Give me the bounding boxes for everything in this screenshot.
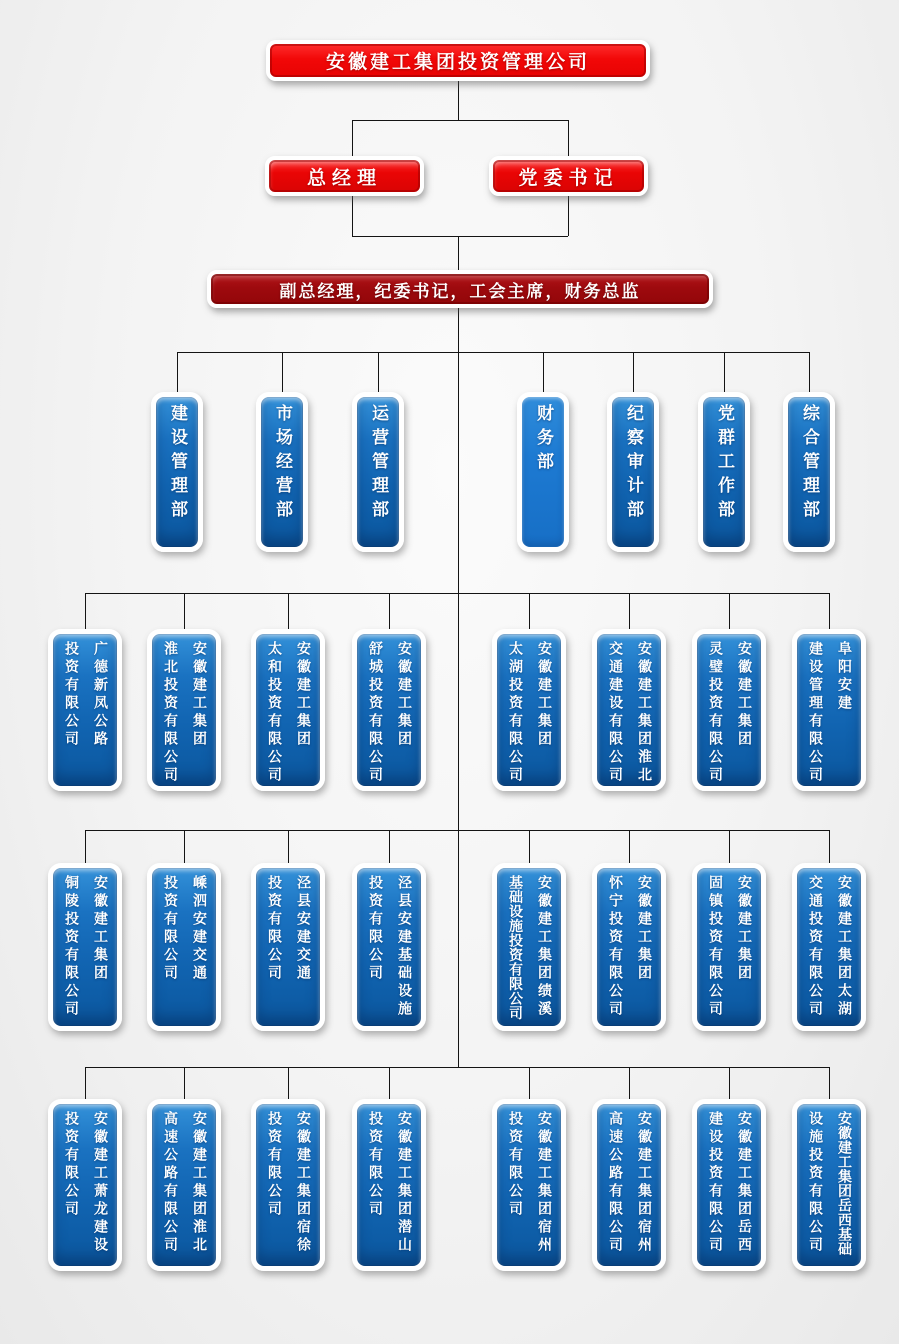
company-name-col: 安徽建工集团宿徐	[295, 1111, 311, 1255]
management-bar	[207, 270, 713, 308]
company-name-col: 安徽建工集团	[396, 641, 412, 749]
connector-line	[829, 593, 830, 631]
company-name-col: 安徽建工集团	[191, 641, 207, 749]
connector-line	[352, 120, 568, 121]
connector-line	[458, 306, 459, 1067]
connector-line	[85, 593, 86, 631]
company-name-col: 投资有限公司	[266, 1111, 282, 1219]
company-box	[352, 629, 426, 791]
dept-box-market-operations	[256, 392, 308, 552]
company-name-col: 太湖投资有限公司	[507, 641, 523, 785]
connector-line	[352, 236, 568, 237]
connector-line	[629, 830, 630, 865]
company-name-col: 安徽建工集团	[295, 641, 311, 749]
connector-line	[543, 352, 544, 394]
company-name-col: 泾县安建交通	[295, 875, 311, 983]
connector-line	[629, 1067, 630, 1101]
company-name-col: 固镇投资有限公司	[707, 875, 723, 1019]
connector-line	[177, 352, 809, 353]
connector-line	[729, 593, 730, 631]
company-name-col: 设施投资有限公司	[807, 1111, 823, 1255]
company-name-col: 灵璧投资有限公司	[707, 641, 723, 785]
connector-line	[629, 593, 630, 631]
dept-label: 市场经营部	[272, 404, 292, 524]
connector-line	[288, 1067, 289, 1101]
company-box	[692, 629, 766, 791]
connector-line	[282, 352, 283, 394]
company-name-col: 泾县安建基础设施	[396, 875, 412, 1019]
general-manager-label: 总经理	[306, 166, 382, 189]
company-box	[592, 1099, 666, 1271]
company-name-col: 阜阳安建	[836, 641, 852, 713]
company-name-col: 投资有限公司	[63, 641, 79, 749]
company-name-col: 安徽建工集团太湖	[836, 875, 852, 1019]
dept-label: 党群工作部	[714, 404, 734, 524]
connector-line	[729, 830, 730, 865]
company-name-col: 基础设施投资有限公司	[507, 875, 523, 1020]
dept-label: 建设管理部	[167, 404, 187, 524]
company-name-col: 安徽建工集团	[636, 875, 652, 983]
connector-line	[633, 352, 634, 394]
company-name-col: 安徽建工集团	[736, 875, 752, 983]
company-name-col: 高速公路有限公司	[607, 1111, 623, 1255]
dept-box-finance	[517, 392, 569, 552]
company-name-col: 投资有限公司	[266, 875, 282, 983]
company-box	[147, 1099, 221, 1271]
connector-line	[85, 1067, 86, 1101]
general-manager-box	[265, 156, 424, 196]
company-name-col: 投资有限公司	[367, 1111, 383, 1219]
company-name-col: 交通投资有限公司	[807, 875, 823, 1019]
company-box	[251, 1099, 325, 1271]
company-box	[48, 629, 122, 791]
company-box	[251, 629, 325, 791]
company-name-col: 太和投资有限公司	[266, 641, 282, 785]
company-name-col: 安徽建工集团绩溪	[536, 875, 552, 1019]
management-bar-label: 副总经理，纪委书记，工会主席，财务总监	[279, 281, 641, 302]
company-name-col: 舒城投资有限公司	[367, 641, 383, 785]
dept-label: 财务部	[533, 404, 553, 476]
connector-line	[184, 593, 185, 631]
connector-line	[85, 830, 86, 865]
connector-line	[378, 352, 379, 394]
company-box	[352, 1099, 426, 1271]
company-box	[792, 629, 866, 791]
connector-line	[184, 830, 185, 865]
connector-line	[529, 593, 530, 631]
connector-line	[85, 1067, 829, 1068]
company-name-col: 铜陵投资有限公司	[63, 875, 79, 1019]
connector-line	[389, 593, 390, 631]
company-box	[492, 1099, 566, 1271]
company-box	[48, 863, 122, 1031]
company-name-col: 安徽建工集团淮北	[636, 641, 652, 785]
party-secretary-box	[489, 156, 648, 196]
root-company-label: 安徽建工集团投资管理公司	[325, 51, 590, 73]
company-name-col: 安徽建工集团岳西	[736, 1111, 752, 1255]
connector-line	[829, 830, 830, 865]
company-box	[147, 863, 221, 1031]
connector-line	[529, 830, 530, 865]
dept-box-construction-management	[151, 392, 203, 552]
connector-line	[724, 352, 725, 394]
company-box	[592, 629, 666, 791]
connector-line	[85, 593, 829, 594]
root-company-box	[266, 40, 650, 81]
dept-label: 纪察审计部	[623, 404, 643, 524]
dept-box-discipline-audit	[607, 392, 659, 552]
company-name-col: 投资有限公司	[63, 1111, 79, 1219]
company-name-col: 安徽建工集团	[536, 641, 552, 749]
company-box	[592, 863, 666, 1031]
connector-line	[184, 1067, 185, 1101]
company-name-col: 安徽建工集团岳西基础	[836, 1111, 852, 1256]
company-name-col: 投资有限公司	[162, 875, 178, 983]
company-name-col: 安徽建工集团宿州	[536, 1111, 552, 1255]
company-box	[792, 1099, 866, 1271]
connector-line	[389, 1067, 390, 1101]
company-box	[352, 863, 426, 1031]
company-name-col: 安徽建工集团淮北	[191, 1111, 207, 1255]
dept-box-party-mass-work	[698, 392, 750, 552]
dept-label: 综合管理部	[799, 404, 819, 524]
company-name-col: 淮北投资有限公司	[162, 641, 178, 785]
connector-line	[809, 352, 810, 394]
connector-line	[529, 1067, 530, 1101]
party-secretary-label: 党委书记	[518, 166, 619, 189]
dept-box-operations-management	[352, 392, 404, 552]
company-name-col: 安徽建工集团	[92, 875, 108, 983]
company-name-col: 广德新凤公路	[92, 641, 108, 749]
company-name-col: 建设投资有限公司	[707, 1111, 723, 1255]
company-name-col: 怀宁投资有限公司	[607, 875, 623, 1019]
company-name-col: 投资有限公司	[507, 1111, 523, 1219]
company-box	[48, 1099, 122, 1271]
company-box	[147, 629, 221, 791]
company-name-col: 建设管理有限公司	[807, 641, 823, 785]
connector-line	[177, 352, 178, 394]
company-name-col: 高速公路有限公司	[162, 1111, 178, 1255]
connector-line	[458, 81, 459, 121]
company-box	[492, 863, 566, 1031]
company-name-col: 安徽建工萧龙建设	[92, 1111, 108, 1255]
company-name-col: 安徽建工集团宿州	[636, 1111, 652, 1255]
company-box	[492, 629, 566, 791]
connector-line	[85, 830, 829, 831]
company-box	[692, 863, 766, 1031]
dept-label: 运营管理部	[368, 404, 388, 524]
connector-line	[829, 1067, 830, 1101]
company-name-col: 嵊泗安建交通	[191, 875, 207, 983]
connector-line	[729, 1067, 730, 1101]
company-box	[792, 863, 866, 1031]
connector-line	[389, 830, 390, 865]
company-name-col: 投资有限公司	[367, 875, 383, 983]
company-box	[251, 863, 325, 1031]
dept-box-general-administration	[783, 392, 835, 552]
connector-line	[288, 593, 289, 631]
connector-line	[288, 830, 289, 865]
company-box	[692, 1099, 766, 1271]
connector-line	[458, 236, 459, 272]
company-name-col: 安徽建工集团潜山	[396, 1111, 412, 1255]
company-name-col: 交通建设有限公司	[607, 641, 623, 785]
company-name-col: 安徽建工集团	[736, 641, 752, 749]
